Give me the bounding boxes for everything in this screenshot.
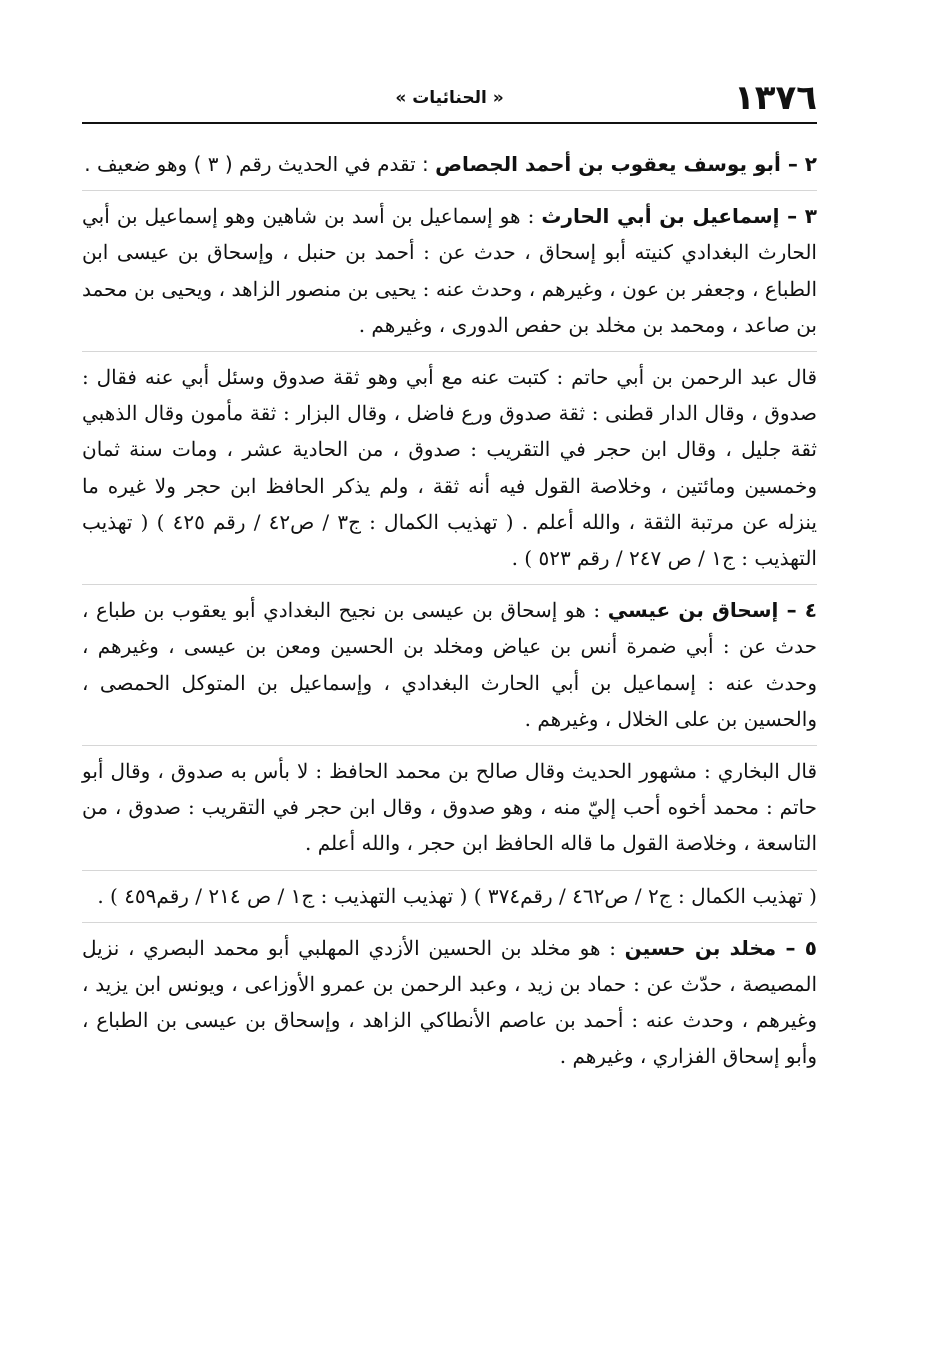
entry-text: قال عبد الرحمن بن أبي حاتم : كتبت عنه مع أبي وهو ثقة صدوق وسئل أبي عنه فقال : صدوق ، وقال الدار قطنى : ثقة صدوق ورع فاضل ، وقال البزار : ثقة مأمون وقال الذهبي ثقة جليل ، وقال ابن حجر في التقريب : صدوق ، من الحادية عشر ، ومات سنة ثمان وخمسين ومائتين ، وخلاصة القول فيه أنه ثقة ، ولم يذكر الحافظ ابن حجر ولا غيره ما ينزله عن مرتبة الثقة ، والله أعلم . ( تهذيب الكمال : ج٣ / ص٤٢ / رقم ٤٢٥ ) ( تهذيب التهذيب : ج١ / ص ٢٤٧ / رقم ٥٢٣ ) . (82, 365, 817, 571)
biography-entry-2 (82, 146, 817, 182)
biography-entry-4 (82, 592, 817, 737)
grading-paragraph-3 (82, 359, 817, 576)
page-body (82, 146, 817, 1075)
page-header (82, 78, 817, 124)
entry-text: : تقدم في الحديث رقم ( ٣ ) وهو ضعيف . (84, 152, 436, 176)
narrator-name: إسماعيل بن أبي الحارث (541, 204, 788, 229)
entry-number: ٢ – (787, 152, 817, 176)
entry-text: : هو مخلد بن الحسين الأزدي المهلبي أبو محمد البصري ، نزيل المصيصة ، حدّث عن : حماد بن زيد ، وعبد الرحمن بن عمرو الأوزاعى ، ويونس ابن يزيد ، وغيرهم ، وحدث عنه : أحمد بن عاصم الأنطاكي الزاهد ، وإسحاق بن عيسى بن الطباع ، وأبو إسحاق الفزاري ، وغيرهم . (82, 935, 817, 1069)
paragraph-divider (82, 922, 817, 923)
entry-number: ٤ – (786, 598, 817, 623)
entry-text: : هو إسحاق بن عيسى بن نجيح البغدادي أبو يعقوب بن طباع ، حدث عن : أبي ضمرة أنس بن عياض ومخلد بن الحسين ومعن بن عيسى ، وغيرهم ، وحدث عنه : إسماعيل بن أبي الحارث البغدادي ، وإسماعيل بن المتوكل الحمصى ، والحسين بن على الخلال ، وغيرهم . (82, 598, 817, 731)
references-paragraph-4 (82, 878, 817, 914)
paragraph-divider (82, 745, 817, 746)
narrator-name: مخلد بن حسين (624, 935, 786, 960)
biography-entry-3 (82, 198, 817, 343)
running-title: « الحنائيات » (395, 88, 504, 108)
biography-entry-5 (82, 930, 817, 1075)
page-number: ١٣٧٦ (733, 78, 817, 118)
entry-number: ٥ – (785, 935, 817, 960)
paragraph-divider (82, 190, 817, 191)
narrator-name: أبو يوسف يعقوب بن أحمد الجصاص (435, 152, 788, 176)
narrator-name: إسحاق بن عيسي (607, 598, 787, 623)
entry-number: ٣ – (787, 204, 817, 229)
entry-text: : هو إسماعيل بن أسد بن شاهين وهو إسماعيل بن أبي الحارث البغدادي كنيته أبو إسحاق ، حدث عن : أحمد بن حنبل ، وإسحاق بن عيسى ابن الطباع ، وجعفر بن عون ، وغيرهم ، وحدث عنه : يحيى بن منصور الزاهد ، ويحيى بن محمد بن صاعد ، ومحمد بن مخلد بن حفص الدورى ، وغيرهم . (82, 204, 817, 337)
paragraph-divider (82, 584, 817, 585)
entry-text: ( تهذيب الكمال : ج٢ / ص٤٦٢ / رقم٣٧٤ ) ( تهذيب التهذيب : ج١ / ص ٢١٤ / رقم٤٥٩ ) . (97, 883, 817, 908)
paragraph-divider (82, 870, 817, 871)
paragraph-divider (82, 351, 817, 352)
entry-text: قال البخاري : مشهور الحديث وقال صالح بن محمد الحافظ : لا بأس به صدوق ، وقال أبو حاتم : محمد أخوه أحب إليّ منه ، وهو صدوق ، وقال ابن حجر في التقريب : صدوق ، من التاسعة ، وخلاصة القول ما قاله الحافظ ابن حجر ، والله أعلم . (82, 759, 817, 856)
grading-paragraph-4 (82, 753, 817, 862)
